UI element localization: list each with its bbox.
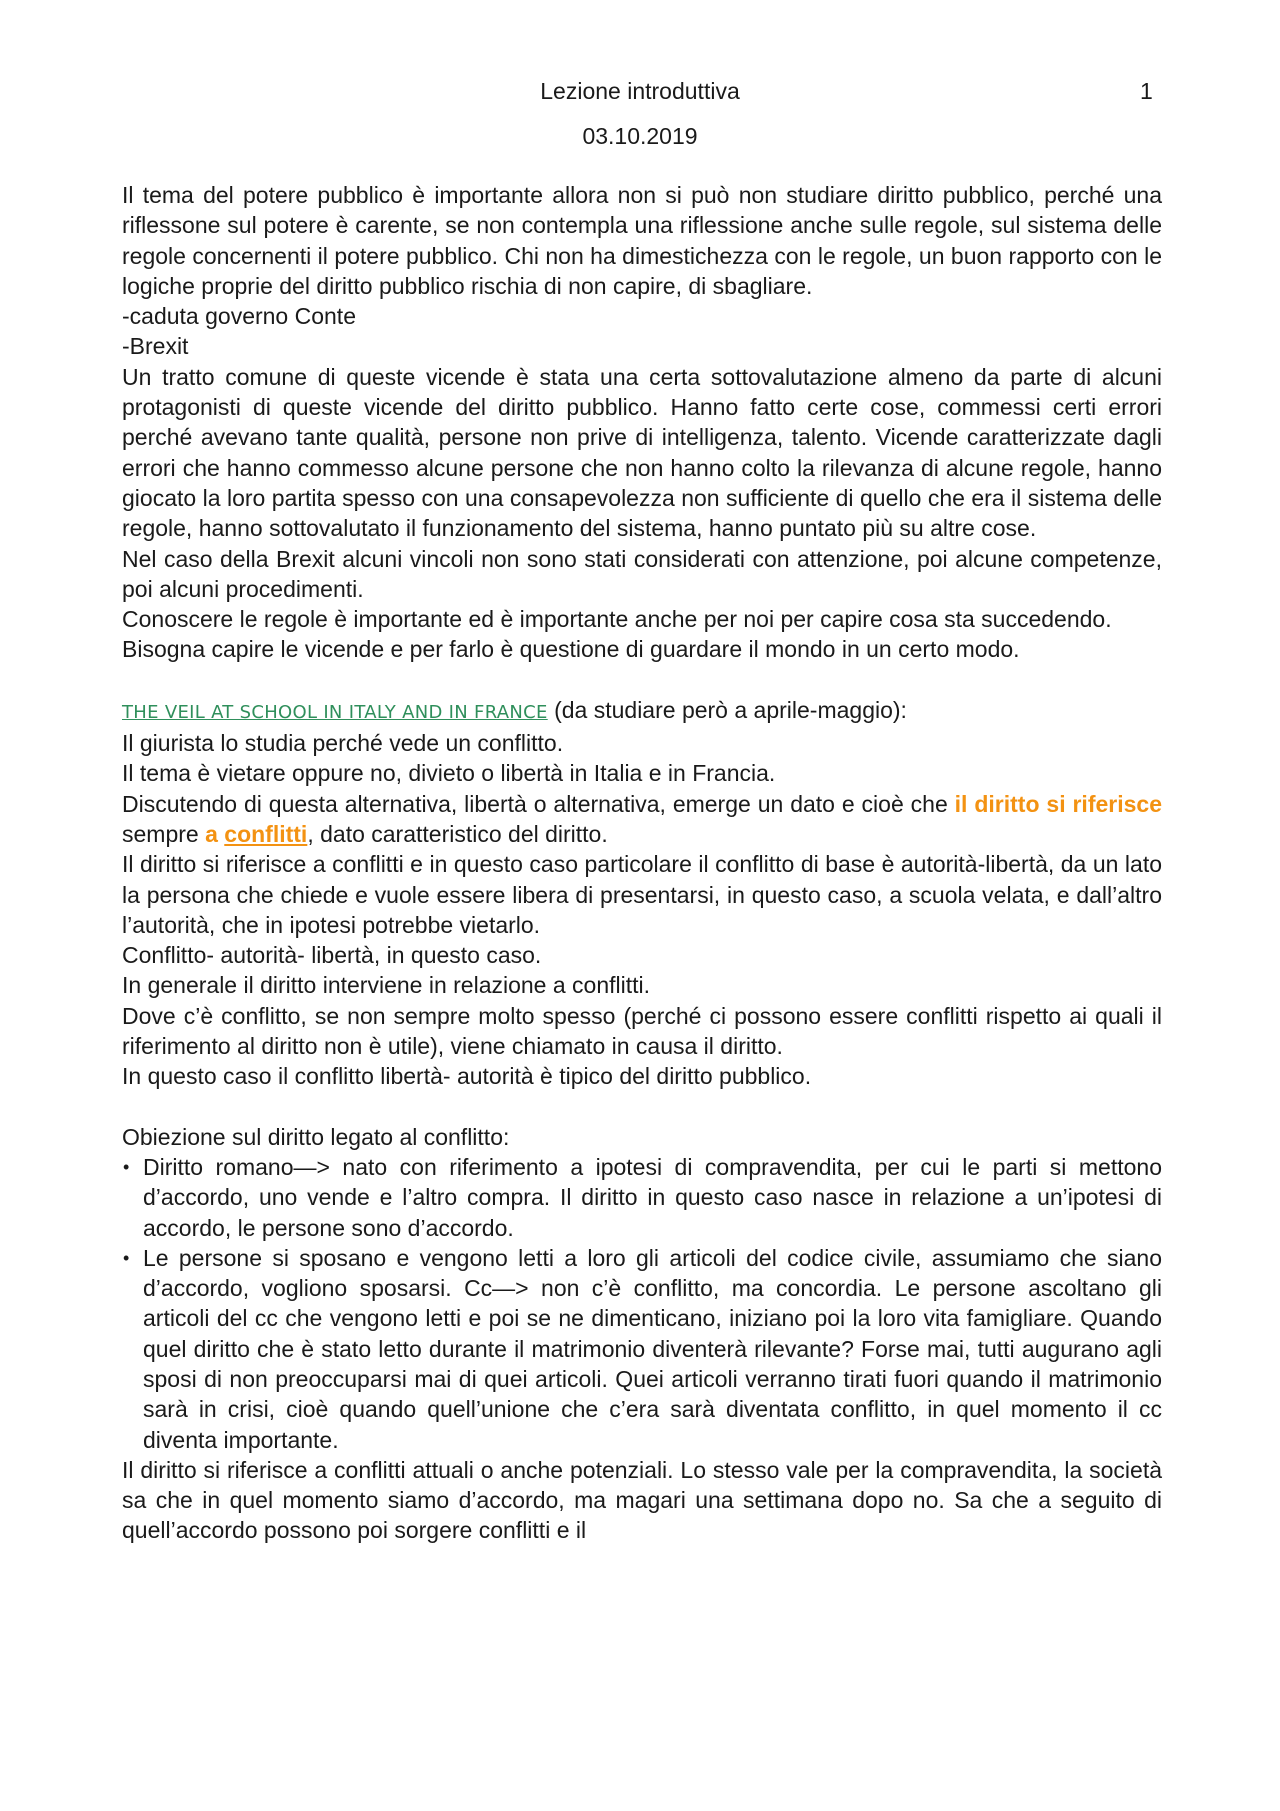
objection-heading: Obiezione sul diritto legato al conflitto: <box>122 1123 510 1150</box>
list-item: • Diritto romano—> nato con riferimento a ipotesi di compravendita, per cui le parti si mettono d’accordo, uno vende e l’altro compra. Il diritto in questo caso nasce in relazione a un’ipotesi di accordo, le persone sono d’accordo. <box>122 1152 1162 1243</box>
highlight-diritto-riferisce: il diritto si riferisce <box>954 790 1162 817</box>
veil-heading-suffix: (da studiare però a aprile-maggio): <box>547 696 907 723</box>
discussion-text-end: , dato caratteristico del diritto. <box>307 820 608 847</box>
where-conflict-paragraph: Dove c’è conflitto, se non sempre molto spesso (perché ci possono essere conflitti rispetto ai quali il riferimento al diritto non è utile), viene chiamato in causa il diritto. <box>122 1002 1162 1060</box>
jurist-line: Il giurista lo studia perché vede un conflitto. <box>122 730 564 757</box>
common-trait-paragraph: Un tratto comune di queste vicende è stata una certa sottovalutazione almeno da parte di alcuni protagonisti di queste vicende del diritto pubblico. Hanno fatto certe cose, commessi certi errori perché avevano tante qualità, persone non prive di intelligenza, talento. Vicende caratterizzate dagli errori che hanno commesso alcune persone che non hanno colto la rilevanza di alcune regole, hanno giocato la loro partita spesso con una consapevolezza non sufficiente di quello che era il sistema delle regole, hanno sottovalutato il funzionamento del sistema, hanno puntato più su altre cose. <box>122 363 1162 542</box>
example-item-brexit: -Brexit <box>122 333 189 360</box>
document-body <box>122 180 1162 1546</box>
objection-list <box>122 1152 1162 1455</box>
conflict-line: Conflitto- autorità- libertà, in questo caso. <box>122 942 542 969</box>
brexit-case-paragraph: Nel caso della Brexit alcuni vincoli non sono stati considerati con attenzione, poi alcune competenze, poi alcuni procedimenti. <box>122 545 1162 602</box>
typical-public-law-line: In questo caso il conflitto libertà- autorità è tipico del diritto pubblico. <box>122 1063 812 1090</box>
highlight-a: a <box>205 820 225 847</box>
spacer <box>122 1092 1162 1122</box>
conflict-paragraph: Il diritto si riferisce a conflitti e in questo caso particolare il conflitto di base è autorità-libertà, da un lato la persona che chiede e vuole essere libera di presentarsi, in questo caso, a scuola velata, e dall’altro l’autorità, che in ipotesi potrebbe vietarlo. <box>122 851 1162 938</box>
list-item: • Le persone si sposano e vengono letti a loro gli articoli del codice civile, assumiamo che siano d’accordo, vogliono sposarsi. Cc—> non c’è conflitto, ma concordia. Le persone ascoltano gli articoli del cc che vengono letti e poi se ne dimenticano, iniziano poi la loro vita famigliare. Quando quel diritto che è stato letto durante il matrimonio diventerà rilevante? Forse mai, tutti augurano agli sposi di non preoccuparsi mai di quei articoli. Quei articoli verranno tirati fuori quando il matrimonio sarà in crisi, cioè quando quell’unione che c’era sarà diventata conflitto, in quel momento il cc diventa importante. <box>122 1243 1162 1455</box>
rules-importance-paragraph: Conoscere le regole è importante ed è importante anche per noi per capire cosa sta succedendo. <box>122 606 1112 633</box>
general-line: In generale il diritto interviene in relazione a conflitti. <box>122 972 651 999</box>
intro-paragraph: Il tema del potere pubblico è importante allora non si può non studiare diritto pubblico, perché una riflessone sul potere è carente, se non contempla una riflessione anche sulle regole, sul sistema delle regole concernenti il potere pubblico. Chi non ha dimestichezza con le regole, un buon rapporto con le logiche proprie del diritto pubblico rischia di non capire, di sbagliare. <box>122 182 1162 299</box>
veil-heading-line <box>122 695 1162 728</box>
closing-paragraph: Il diritto si riferisce a conflitti attuali o anche potenziali. Lo stesso vale per la compravendita, la società sa che in quel momento siamo d’accordo, ma magari una settimana dopo no. Sa che a seguito di quell’accordo possono poi sorgere conflitti e il <box>122 1456 1162 1544</box>
theme-line: Il tema è vietare oppure no, divieto o libertà in Italia e in Francia. <box>122 760 776 787</box>
highlight-conflitti: conflitti <box>224 820 308 847</box>
spacer <box>122 665 1162 695</box>
example-item-conte: -caduta governo Conte <box>122 303 356 330</box>
discussion-text: Discutendo di questa alternativa, libertà o alternativa, emerge un dato e cioè che <box>122 790 955 817</box>
discussion-text-mid: sempre <box>122 820 206 847</box>
page-title: Lezione introduttiva <box>540 78 740 104</box>
lecture-date: 03.10.2019 <box>582 123 698 149</box>
page-number: 1 <box>1140 78 1153 104</box>
veil-section-heading: THE VEIL AT SCHOOL IN ITALY AND IN FRANCE <box>122 701 548 723</box>
understand-paragraph: Bisogna capire le vicende e per farlo è questione di guardare il mondo in un certo modo. <box>122 636 1020 663</box>
discussion-paragraph <box>122 789 1162 850</box>
